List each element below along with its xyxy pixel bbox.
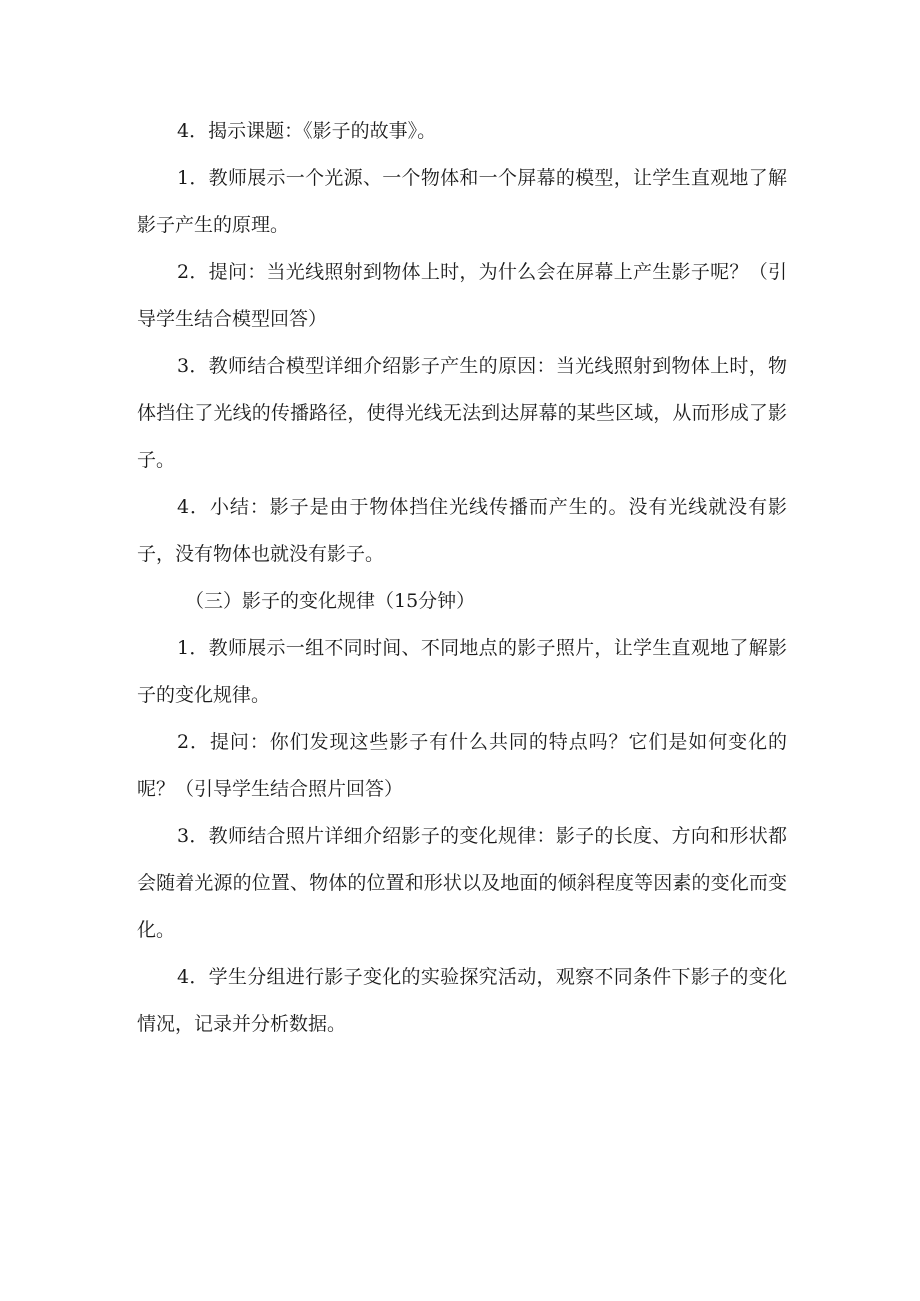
paragraph-shadow-cause: 3．教师结合模型详细介绍影子产生的原因：当光线照射到物体上时，物体挡住了光线的传播路径，使得光线无法到达屏幕的某些区域，从而形成了影子。 [137,355,787,471]
document-body [137,108,787,1048]
paragraph-model-demo: 1．教师展示一个光源、一个物体和一个屏幕的模型，让学生直观地了解影子产生的原理。 [137,167,787,236]
paragraph-question-features: 2．提问：你们发现这些影子有什么共同的特点吗？它们是如何变化的呢？（引导学生结合照片回答） [137,731,787,800]
paragraph-photo-demo: 1．教师展示一组不同时间、不同地点的影子照片，让学生直观地了解影子的变化规律。 [137,637,787,706]
paragraph-reveal-topic: 4．揭示课题：《影子的故事》。 [177,120,437,142]
paragraph-summary: 4．小结：影子是由于物体挡住光线传播而产生的。没有光线就没有影子，没有物体也就没有影子。 [137,496,787,565]
paragraph-group-experiment: 4．学生分组进行影子变化的实验探究活动，观察不同条件下影子的变化情况，记录并分析数据。 [137,966,787,1035]
section-heading-shadow-rules: （三）影子的变化规律（15分钟） [185,590,476,612]
paragraph-question-shadow: 2．提问：当光线照射到物体上时，为什么会在屏幕上产生影子呢？（引导学生结合模型回答） [137,261,787,330]
paragraph-change-rules: 3．教师结合照片详细介绍影子的变化规律：影子的长度、方向和形状都会随着光源的位置、物体的位置和形状以及地面的倾斜程度等因素的变化而变化。 [137,825,787,941]
